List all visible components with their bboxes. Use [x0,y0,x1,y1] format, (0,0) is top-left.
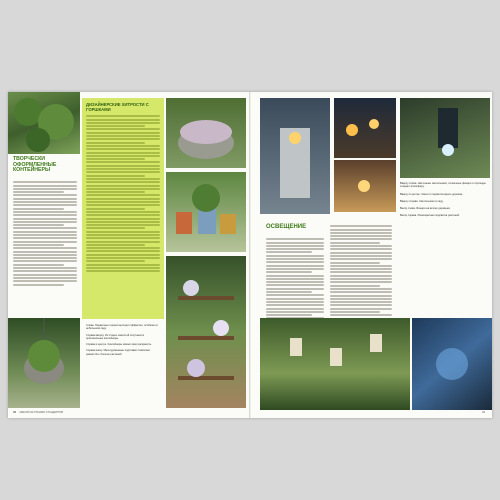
left-page-title: ТВОРЧЕСКИ ОФОРМЛЕННЫЕ КОНТЕЙНЕРЫ [13,156,57,174]
footer-section-name: МЫСЛИ ЗА ГРАНЬЮ СТАНДАРТОВ [19,411,63,414]
caption-2: Справа вверху. Из старых емкостей получаются оригинальные контейнеры. [86,333,145,340]
photo-colored-pots [166,172,246,252]
photo-candle-table [334,160,396,212]
left-footer [13,411,63,414]
stone-planter-image [166,98,246,168]
photo-wall-lamp [400,98,490,178]
photo-pillar-candles [260,98,330,214]
left-body-text [13,180,77,287]
tips-sidebar [82,98,164,319]
caption-1: Слева. Подвесные горшки выглядят эффектно, особенно в небольшом саду. [86,324,158,331]
caption-3: Справа в центре. Контейнеры можно ярко раскрасить. [86,343,152,347]
photo-hanging-lanterns [260,318,410,410]
lanterns-image [334,98,396,158]
r-caption-3: Вверху справа. Светильники в саду. [400,199,444,203]
tiered-stand-image [166,256,246,408]
sidebar-title: ДИЗАЙНЕРСКИЕ ХИТРОСТИ С ГОРШКАМИ [86,102,149,112]
pillar-candles-image [260,98,330,214]
hanging-pot-image [8,318,80,408]
sidebar-text [86,114,160,314]
photo-lanterns-night [334,98,396,158]
photo-stone-planter [166,98,246,168]
photo-blue-light [412,318,492,410]
left-captions [86,324,161,404]
candle-table-image [334,160,396,212]
wall-lamp-image [400,98,490,178]
r-caption-4: Внизу слева. Фонари на ветках деревьев. [400,207,451,211]
r-caption-5: Внизу справа. Разноцветная подсветка растений. [400,214,460,218]
right-page-number: 49 [482,411,485,414]
hanging-lanterns-image [260,318,410,410]
right-captions [400,182,488,310]
photo-plants-left [8,92,80,154]
left-page-number: 48 [13,411,16,414]
book-gutter [249,92,251,418]
book-spread [8,92,492,418]
plants-image [8,92,80,154]
blue-light-image [412,318,492,410]
caption-4: Справа внизу. Многоуровневые подставки позволяют разместить больше растений. [86,349,151,356]
right-page-title: ОСВЕЩЕНИЕ [266,224,307,230]
r-caption-1: Вверху слева. Настенные светильники, солнечные фонари и гирлянды создают атмосферу. [400,182,486,189]
colored-pots-image [166,172,246,252]
photo-hanging-pot [8,318,80,408]
r-caption-2: Вверху в центре. Свечи и подсветка вдоль дорожек. [400,192,463,196]
photo-tiered-stand [166,256,246,408]
